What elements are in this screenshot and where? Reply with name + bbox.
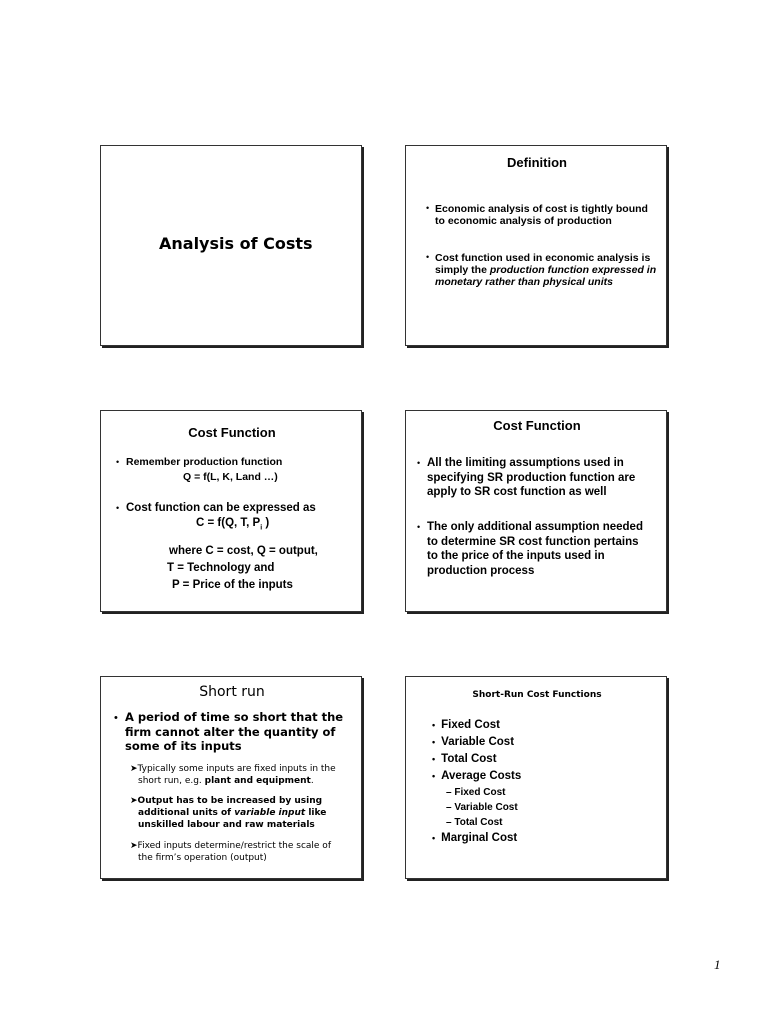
slide-title: Analysis of Costs — [159, 234, 313, 253]
bullet-icon: • — [116, 457, 120, 467]
list-item: • Total Cost — [432, 753, 497, 765]
where-line: P = Price of the inputs — [172, 579, 293, 591]
slide-analysis-of-costs — [100, 145, 362, 346]
bullet-icon: • — [426, 203, 430, 213]
sub-point: ➤Typically some inputs are fixed inputs in the short run, e.g. plant and equipment. — [130, 764, 336, 786]
bullet-text: All the limiting assumptions used in specifying SR production function are apply to SR cost function as well — [427, 457, 636, 498]
page-number: 1 — [714, 957, 721, 972]
list-item: • Marginal Cost — [432, 832, 518, 844]
cost-list — [432, 717, 521, 785]
list-item: – Variable Cost — [446, 802, 518, 813]
slide-title: Short run — [199, 684, 265, 700]
average-costs-sublist — [446, 785, 518, 830]
bullet-icon: • — [417, 458, 421, 468]
slide-cost-function-2 — [405, 410, 667, 612]
sub-point: ➤Output has to be increased by using additional units of variable input like unskilled labour and raw materials — [130, 796, 327, 830]
arrow-bullet-icon: ➤ — [130, 796, 138, 806]
bullet-text: Cost function can be expressed as — [126, 502, 316, 514]
list-item: • Fixed Cost — [432, 719, 500, 731]
slide-definition — [405, 145, 667, 346]
bullet-icon: • — [417, 522, 421, 532]
slide-short-run-cost-functions — [405, 676, 667, 879]
sub-point: ➤Fixed inputs determine/restrict the scale of the firm’s operation (output) — [130, 841, 331, 863]
bullet-text: A period of time so short that the firm cannot alter the quantity of some of its inputs — [125, 710, 344, 753]
list-item: – Fixed Cost — [446, 787, 506, 798]
slide-cost-function-1 — [100, 410, 362, 612]
slide-title: Cost Function — [493, 418, 581, 433]
slide-title: Cost Function — [188, 425, 276, 440]
bullet-icon: • — [426, 252, 430, 262]
slide-short-run — [100, 676, 362, 879]
bullet-text: Remember production function — [126, 456, 283, 468]
slide-title: Definition — [507, 155, 567, 170]
bullet-text: The only additional assumption needed to determine SR cost function pertains to the price of the inputs used in production process — [427, 521, 643, 577]
arrow-bullet-icon: ➤ — [130, 841, 138, 851]
equation-text: Q = f(L, K, Land …) — [183, 471, 278, 483]
where-line: T = Technology and — [167, 562, 275, 574]
slide-title: Short-Run Cost Functions — [472, 690, 602, 700]
equation-text: C = f(Q, T, $P_i$ ) — [196, 517, 270, 532]
bullet-icon: • — [114, 712, 118, 724]
bullet-text: Economic analysis of cost is tightly bound to economic analysis of production — [435, 203, 648, 227]
bullet-icon: • — [116, 503, 120, 513]
list-item: • Average Costs — [432, 770, 522, 782]
where-line: where C = cost, Q = output, — [169, 545, 318, 557]
list-item: • Variable Cost — [432, 736, 515, 748]
arrow-bullet-icon: ➤ — [130, 764, 138, 774]
list-item: – Total Cost — [446, 817, 503, 828]
bullet-text: Cost function used in economic analysis is simply the production function expressed in monetary rather than physical units — [435, 252, 657, 288]
